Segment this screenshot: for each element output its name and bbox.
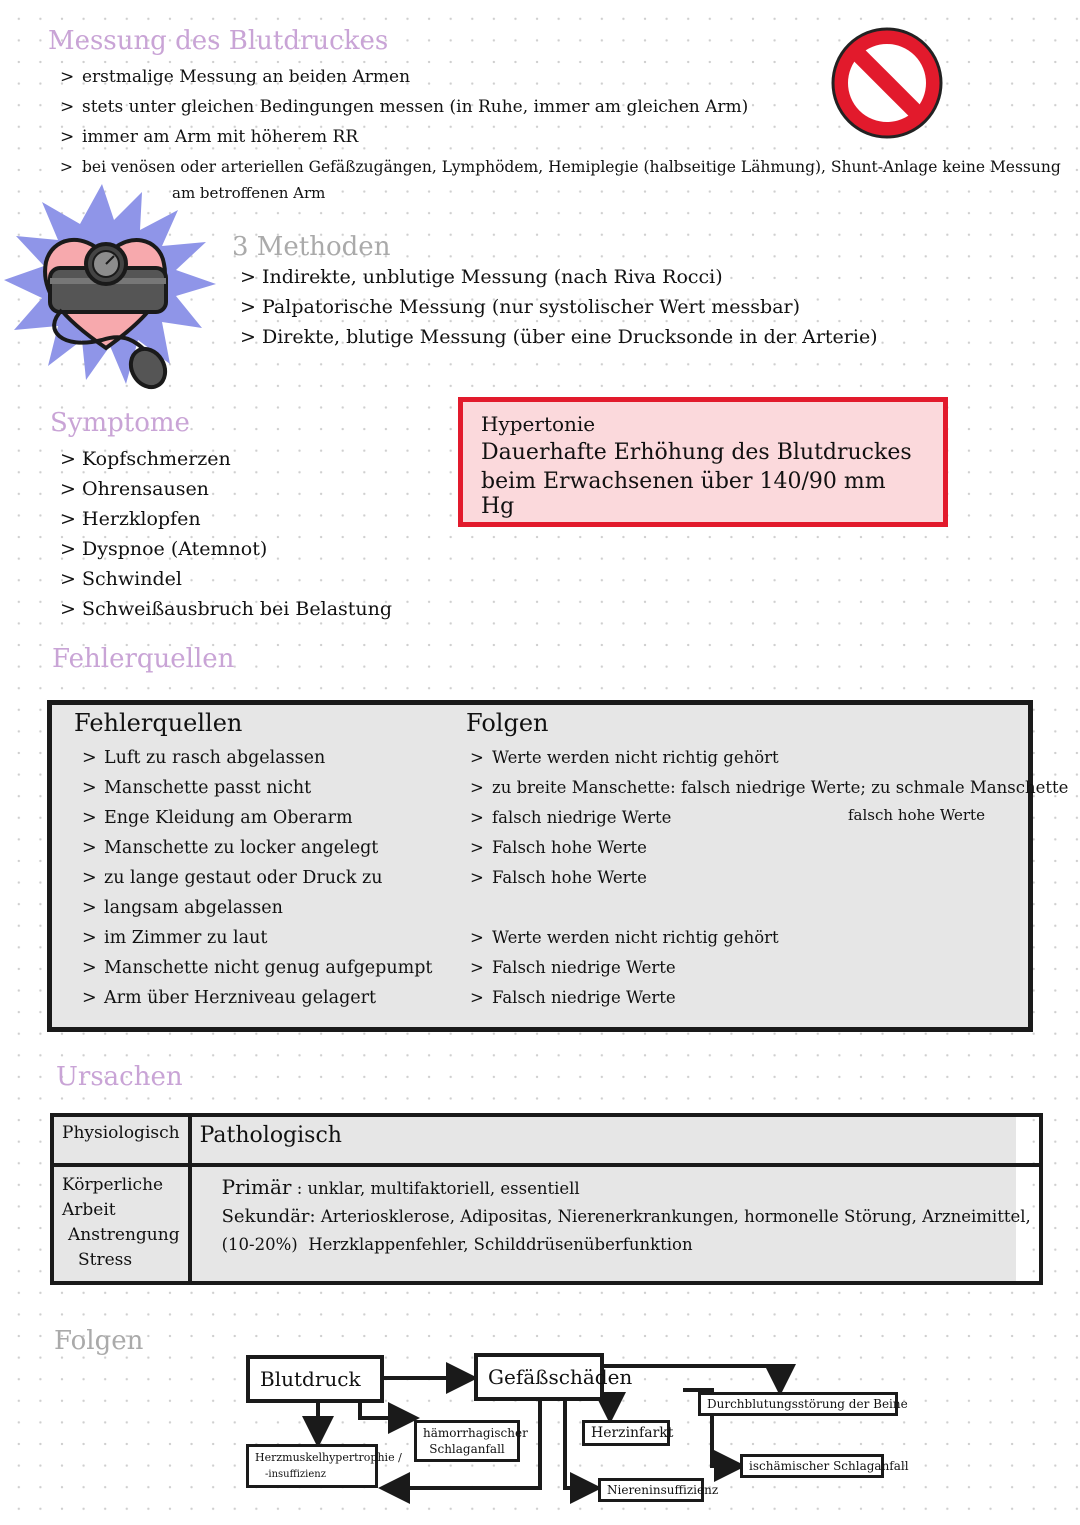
- sekundaer-line: [222, 1203, 1031, 1231]
- messung-title: Messung des Blutdruckes: [48, 26, 389, 56]
- head-physiologisch: Physiologisch: [52, 1115, 190, 1165]
- patho-cell: [190, 1165, 1041, 1283]
- list-item: > zu breite Manschette: falsch niedrige Werte; zu schmale Manschette: [470, 773, 1068, 803]
- list-item: > Arm über Herzniveau gelagert: [82, 983, 432, 1013]
- list-item: > Falsch hohe Werte: [470, 863, 1068, 893]
- ursachen-table: [50, 1113, 1043, 1285]
- folgen-section-title: Folgen: [54, 1326, 144, 1356]
- flow-herzmuskel-line2: -insuffizienz: [265, 1469, 326, 1480]
- list-item: > Ohrensausen: [60, 474, 392, 504]
- list-item: > Indirekte, unblutige Messung (nach Riva Rocci): [240, 262, 878, 292]
- flow-durchblutung: Durchblutungsstörung der Beine: [698, 1392, 898, 1416]
- sekundaer-line2: [222, 1231, 1031, 1259]
- sekundaer-pct: (10-20%): [221, 1235, 298, 1254]
- primaer-line: [222, 1173, 1031, 1203]
- list-item: > Herzklopfen: [60, 504, 392, 534]
- list-item: > Werte werden nicht richtig gehört: [470, 923, 779, 953]
- effect2-cont: falsch hohe Werte: [848, 806, 985, 824]
- list-item: > Luft zu rasch abgelassen: [82, 743, 432, 773]
- flow-gefaessschaeden: Gefäßschäden: [474, 1353, 604, 1401]
- list-item: > Schweißausbruch bei Belastung: [60, 594, 392, 624]
- fehlerquellen-col-title: Fehlerquellen: [74, 709, 243, 737]
- sekundaer-text2: Herzklappenfehler, Schilddrüsenüberfunktion: [308, 1235, 693, 1254]
- fehlerquellen-section-title: Fehlerquellen: [52, 644, 235, 674]
- list-item: > Enge Kleidung am Oberarm: [82, 803, 432, 833]
- methoden-list: [240, 262, 878, 352]
- effects-list-bottom: [470, 923, 779, 1013]
- list-item: > erstmalige Messung an beiden Armen: [60, 62, 1061, 92]
- ursachen-table-wrap: [50, 1113, 1031, 1285]
- sekundaer-text1: Arteriosklerose, Adipositas, Nierenerkrankungen, hormonelle Störung, Arzneimittel,: [320, 1207, 1031, 1226]
- flow-haemorrhagisch-line1: hämorrhagischer: [423, 1426, 528, 1440]
- hypertonie-line1: Dauerhafte Erhöhung des Blutdruckes: [481, 440, 912, 465]
- list-item: > im Zimmer zu laut: [82, 923, 432, 953]
- fehlerquellen-box: [47, 700, 1069, 1032]
- list-item: > Dyspnoe (Atemnot): [60, 534, 392, 564]
- physio-item: Anstrengung: [68, 1225, 180, 1245]
- physio-cell: [52, 1165, 190, 1283]
- sekundaer-label: Sekundär:: [221, 1206, 316, 1227]
- hypertonie-line2: beim Erwachsenen über 140/90 mm Hg: [481, 469, 886, 519]
- list-item: > Falsch hohe Werte: [470, 833, 1068, 863]
- list-item: > Kopfschmerzen: [60, 444, 392, 474]
- list-item: > Werte werden nicht richtig gehört: [470, 743, 1068, 773]
- flow-haemorrhagisch-line2: Schlaganfall: [429, 1442, 505, 1456]
- list-item: > falsch niedrige Werte: [470, 803, 1068, 833]
- list-item: > Palpatorische Messung (nur systolischer Wert messbar): [240, 292, 878, 322]
- ursachen-section-title: Ursachen: [56, 1062, 183, 1092]
- causes-list: [82, 743, 432, 1013]
- hypertonie-title: Hypertonie: [481, 412, 596, 436]
- flow-niereninsuffizienz: Niereninsuffizienz: [598, 1478, 704, 1502]
- physio-item: Körperliche Arbeit: [62, 1175, 164, 1220]
- flow-haemorrhagisch: [414, 1420, 528, 1462]
- list-item: > Manschette nicht genug aufgepumpt: [82, 953, 432, 983]
- flow-herzinfarkt: Herzinfarkt: [582, 1420, 670, 1446]
- prohibition-icon: [828, 24, 946, 142]
- list-item: > stets unter gleichen Bedingungen messen (in Ruhe, immer am gleichen Arm): [60, 92, 1061, 122]
- primaer-text: : unklar, multifaktoriell, essentiell: [296, 1179, 580, 1198]
- flow-herzmuskel-line1: Herzmuskelhypertrophie /: [255, 1451, 402, 1464]
- list-item: > immer am Arm mit höherem RR: [60, 122, 1061, 152]
- physio-item: Stress: [78, 1250, 133, 1270]
- list-item: > Falsch niedrige Werte: [470, 983, 779, 1013]
- flow-herzmuskel: [246, 1444, 402, 1488]
- flow-ischaemisch: ischämischer Schlaganfall: [740, 1454, 884, 1478]
- symptome-title: Symptome: [50, 408, 190, 438]
- methoden-title: 3 Methoden: [232, 232, 391, 262]
- flow-blutdruck: Blutdruck: [246, 1355, 384, 1403]
- messung-item4-cont: am betroffenen Arm: [172, 184, 326, 202]
- list-item: > langsam abgelassen: [82, 893, 432, 923]
- head-pathologisch: Pathologisch: [190, 1115, 1041, 1165]
- primaer-label: Primär: [221, 1175, 292, 1199]
- list-item: > Manschette passt nicht: [82, 773, 432, 803]
- hypertonie-box: [458, 397, 948, 527]
- symptome-list: [60, 444, 392, 624]
- list-item: > Direkte, blutige Messung (über eine Drucksonde in der Arterie): [240, 322, 878, 352]
- list-item: > Manschette zu locker angelegt: [82, 833, 432, 863]
- list-item: > zu lange gestaut oder Druck zu: [82, 863, 432, 893]
- folgen-col-title: Folgen: [466, 709, 549, 737]
- list-item: > bei venösen oder arteriellen Gefäßzugängen, Lymphödem, Hemiplegie (halbseitige Lähmung), Shunt-Anlage keine Messung: [60, 152, 1061, 182]
- blood-pressure-heart-icon: [2, 180, 232, 390]
- list-item: > Falsch niedrige Werte: [470, 953, 779, 983]
- list-item: > Schwindel: [60, 564, 392, 594]
